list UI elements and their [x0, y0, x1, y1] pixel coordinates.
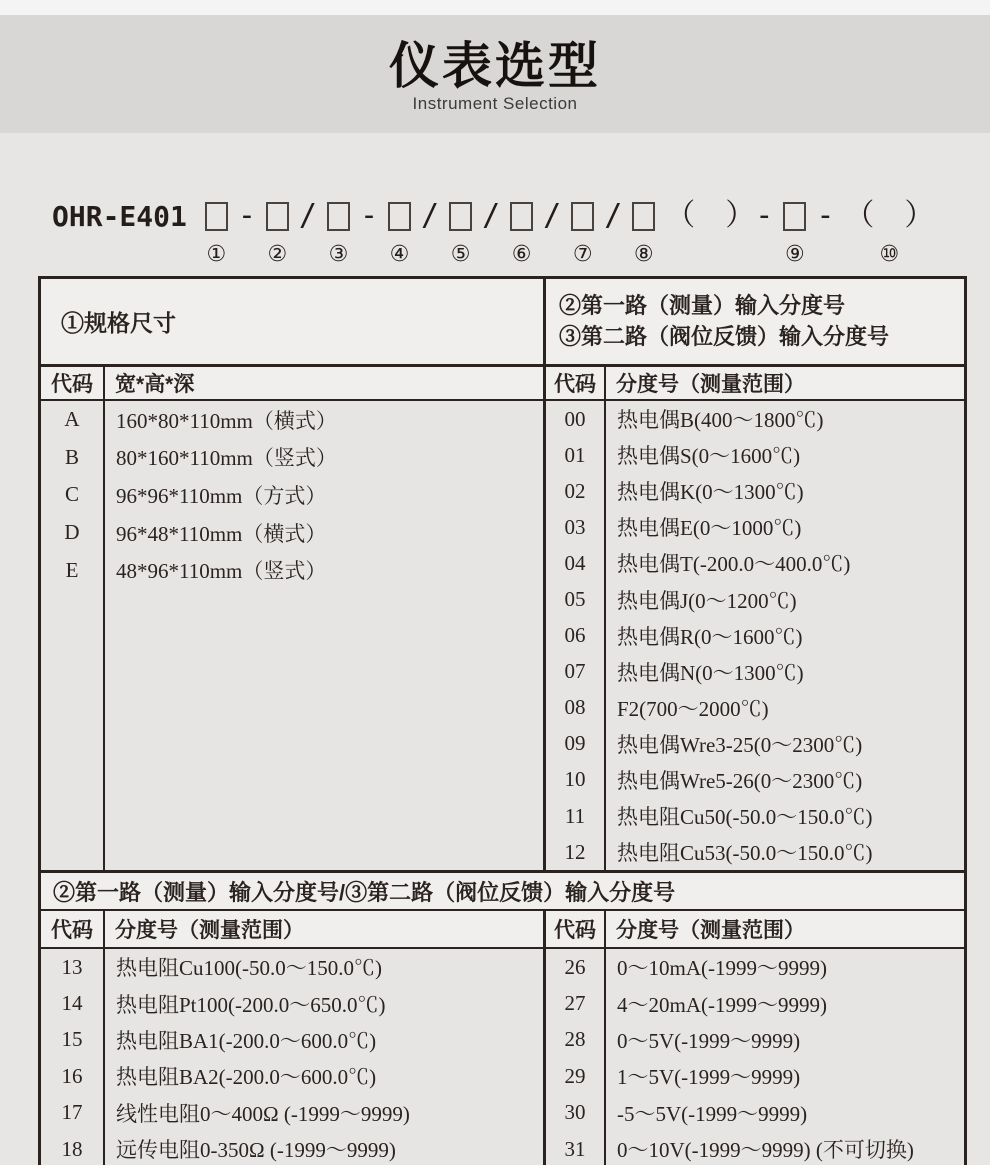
table-row: [546, 1131, 964, 1165]
range-table-bottom-left-rows: [41, 949, 543, 1165]
row-label: 热电阻Cu53(-50.0～150.0℃): [617, 841, 873, 866]
row-code: 11: [564, 803, 586, 828]
table-row: [546, 762, 964, 798]
model-selection-box: [449, 202, 472, 231]
row-code: 30: [564, 1100, 586, 1125]
row-code: 01: [564, 442, 586, 467]
table-row: [41, 476, 543, 514]
model-segment: [571, 196, 594, 270]
page-subtitle: Instrument Selection: [412, 94, 578, 113]
row-label: F2(700～2000℃): [617, 696, 769, 721]
model-position-number: ④: [389, 242, 410, 267]
row-code: 18: [61, 1136, 83, 1161]
model-segment: [632, 196, 655, 270]
model-segment: [449, 196, 472, 270]
row-code: 16: [61, 1063, 83, 1088]
model-separator: /: [543, 198, 562, 233]
code-column-header: 代码: [554, 919, 596, 942]
row-code: 29: [564, 1063, 586, 1088]
model-segment: [482, 196, 500, 270]
model-separator: （ ）: [844, 198, 935, 233]
range-table-bottom-left-divider: [103, 911, 105, 1165]
row-code: 17: [61, 1100, 83, 1125]
row-label: 热电偶S(0～1600℃): [617, 444, 801, 469]
spec-size-header: ①规格尺寸: [61, 310, 176, 336]
row-label: 4～20mA(-1999～9999): [617, 992, 827, 1017]
table-row: [546, 473, 964, 509]
model-segment: [543, 196, 561, 270]
lower-table-body: [41, 911, 964, 1165]
row-code: 08: [564, 695, 586, 720]
table-row: [41, 985, 543, 1021]
row-label: 热电阻Cu50(-50.0～150.0℃): [617, 805, 873, 830]
row-code: C: [64, 482, 79, 507]
row-code: 05: [564, 587, 586, 612]
row-label: 160*80*110mm（横式）: [116, 408, 337, 433]
table-row: [546, 437, 964, 473]
model-separator: /: [604, 198, 623, 233]
table-row: [546, 401, 964, 437]
row-label: 线性电阻0～400Ω (-1999～9999): [116, 1101, 410, 1126]
range-table-bottom-right-divider: [604, 911, 606, 1165]
table-row: [546, 1095, 964, 1131]
model-segment: [388, 196, 411, 270]
row-label: 96*96*110mm（方式）: [116, 483, 327, 508]
model-segment: [327, 196, 350, 270]
table-row: [41, 1095, 543, 1131]
model-position-number: ①: [206, 242, 227, 267]
code-column-header: 代码: [51, 919, 93, 942]
row-label: 热电偶R(0～1600℃): [617, 624, 803, 649]
model-position-number: ⑩: [879, 242, 900, 267]
page-title: 仪表选型: [389, 38, 601, 94]
row-code: 31: [564, 1136, 586, 1161]
model-position-number: ⑤: [450, 242, 471, 267]
model-prefix: OHR-E401: [52, 199, 187, 233]
row-label: 1～5V(-1999～9999): [617, 1065, 801, 1090]
row-label: 热电偶N(0～1300℃): [617, 660, 804, 685]
range-column-header: 分度号（测量范围）: [115, 919, 304, 942]
range-column-header: 分度号（测量范围）: [616, 919, 805, 942]
table-row: [546, 798, 964, 834]
row-code: 27: [564, 991, 586, 1016]
model-position-number: ⑦: [572, 242, 593, 267]
range-column-header: 分度号（测量范围）: [616, 373, 805, 396]
row-label: 热电偶K(0～1300℃): [617, 480, 804, 505]
row-label: 热电阻BA2(-200.0～600.0℃): [116, 1065, 377, 1090]
row-label: 0～10mA(-1999～9999): [617, 956, 827, 981]
model-segment: [510, 196, 533, 270]
input-graduation-header-line1: ②第一路（测量）输入分度号: [559, 293, 846, 318]
model-selection-box: [266, 202, 289, 231]
range-table-bottom-left: [41, 911, 543, 1165]
model-segment: [604, 196, 622, 270]
row-code: 03: [564, 514, 586, 539]
size-table-divider: [103, 367, 105, 870]
selection-table: [38, 276, 967, 1165]
row-label: 热电偶Wre3-25(0～2300℃): [617, 732, 863, 757]
row-code: D: [64, 520, 80, 545]
row-code: 02: [564, 478, 586, 503]
model-position-number: ③: [328, 242, 349, 267]
model-segment: [238, 196, 256, 270]
size-table-rows: [41, 401, 543, 589]
row-label: 48*96*110mm（竖式）: [116, 559, 327, 584]
model-selection-box: [571, 202, 594, 231]
table-row: [41, 949, 543, 985]
model-separator: -: [359, 198, 379, 233]
range-table-top: [543, 367, 964, 870]
model-selection-box: [632, 202, 655, 231]
model-selection-box: [783, 202, 806, 231]
row-code: 14: [61, 991, 83, 1016]
size-table: [41, 367, 543, 870]
code-column-header: 代码: [554, 373, 596, 396]
row-code: 13: [61, 954, 83, 979]
row-label: 热电阻BA1(-200.0～600.0℃): [116, 1028, 377, 1053]
row-label: 远传电阻0-350Ω (-1999～9999): [116, 1138, 396, 1163]
table-row: [546, 1058, 964, 1094]
input-graduation-header: [543, 279, 964, 364]
table-row: [546, 654, 964, 690]
table-row: [41, 1058, 543, 1094]
range-table-bottom-left-subheader: [41, 911, 543, 949]
row-label: 热电偶Wre5-26(0～2300℃): [617, 768, 863, 793]
table-row: [546, 834, 964, 870]
model-segment: [299, 196, 317, 270]
model-position-number: ⑥: [511, 242, 532, 267]
model-segment: [816, 196, 834, 270]
model-segment: [266, 196, 289, 270]
model-selection-box: [388, 202, 411, 231]
row-label: 热电偶B(400～1800℃): [617, 408, 824, 433]
row-code: 09: [564, 731, 586, 756]
table-row: [546, 581, 964, 617]
row-code: A: [64, 407, 80, 432]
model-prefix-segment: [52, 196, 195, 270]
table-row: [41, 401, 543, 439]
row-label: 80*160*110mm（竖式）: [116, 446, 337, 471]
model-separator: /: [482, 198, 501, 233]
table-row: [546, 509, 964, 545]
model-position-number: ⑧: [633, 242, 654, 267]
model-separator: -: [816, 198, 835, 233]
top-strip: [0, 0, 990, 15]
table-row: [546, 690, 964, 726]
table-row: [41, 1131, 543, 1165]
row-code: 10: [564, 767, 586, 792]
model-separator: /: [298, 198, 317, 233]
model-segment: [665, 196, 773, 270]
row-label: 热电偶J(0～1200℃): [617, 588, 797, 613]
upper-table-body: [41, 367, 964, 870]
row-label: 0～5V(-1999～9999): [617, 1028, 801, 1053]
row-label: -5～5V(-1999～9999): [617, 1101, 808, 1126]
range-table-top-subheader: [546, 367, 964, 401]
table-row: [41, 514, 543, 552]
range-table-top-rows: [546, 401, 964, 870]
row-code: 12: [564, 839, 586, 864]
code-column-header: 代码: [51, 373, 93, 396]
table-row: [546, 545, 964, 581]
row-label: 热电阻Pt100(-200.0～650.0℃): [116, 992, 386, 1017]
input-graduation-header-line2: ③第二路（阀位反馈）输入分度号: [559, 324, 890, 349]
model-separator: -: [237, 198, 256, 233]
model-separator: （ ）-: [665, 198, 774, 233]
model-selection-box: [327, 202, 350, 231]
row-code: E: [65, 557, 79, 582]
model-segment: [421, 196, 439, 270]
row-label: 热电偶E(0～1000℃): [617, 516, 802, 541]
middle-band-header: ②第一路（测量）输入分度号/③第二路（阀位反馈）输入分度号: [41, 873, 964, 911]
table-row: [546, 985, 964, 1021]
model-segment: [205, 196, 228, 270]
table-section-headers: [41, 279, 964, 367]
row-label: 热电阻Cu100(-50.0～150.0℃): [116, 956, 382, 981]
row-code: 15: [61, 1027, 83, 1052]
table-row: [41, 439, 543, 477]
table-row: [546, 618, 964, 654]
row-code: 26: [564, 954, 586, 979]
model-selection-box: [205, 202, 228, 231]
row-code: 04: [564, 550, 586, 575]
table-row: [546, 1022, 964, 1058]
row-code: B: [64, 444, 79, 469]
table-row: [41, 551, 543, 589]
range-table-bottom-right: [543, 911, 964, 1165]
range-table-bottom-right-rows: [546, 949, 964, 1165]
row-code: 06: [564, 623, 586, 648]
row-label: 96*48*110mm（横式）: [116, 521, 327, 546]
row-label: 热电偶T(-200.0～400.0℃): [617, 552, 851, 577]
table-row: [546, 949, 964, 985]
row-code: 00: [564, 406, 586, 431]
row-label: 0～10V(-1999～9999) (不可切换): [617, 1138, 914, 1163]
table-row: [546, 726, 964, 762]
model-position-number: ⑨: [784, 242, 805, 267]
row-code: 28: [564, 1027, 586, 1052]
size-table-subheader: [41, 367, 543, 401]
model-code-line: [52, 196, 944, 270]
table-row: [41, 1022, 543, 1058]
model-selection-box: [510, 202, 533, 231]
range-table-top-divider: [604, 367, 606, 870]
model-separator: /: [421, 198, 440, 233]
range-table-bottom-right-subheader: [546, 911, 964, 949]
model-segment: [360, 196, 378, 270]
model-position-number: ②: [267, 242, 288, 267]
model-segment: [844, 196, 934, 270]
row-code: 07: [564, 659, 586, 684]
title-band: [0, 15, 990, 133]
size-column-header: 宽*高*深: [115, 373, 195, 396]
model-segment: [783, 196, 806, 270]
